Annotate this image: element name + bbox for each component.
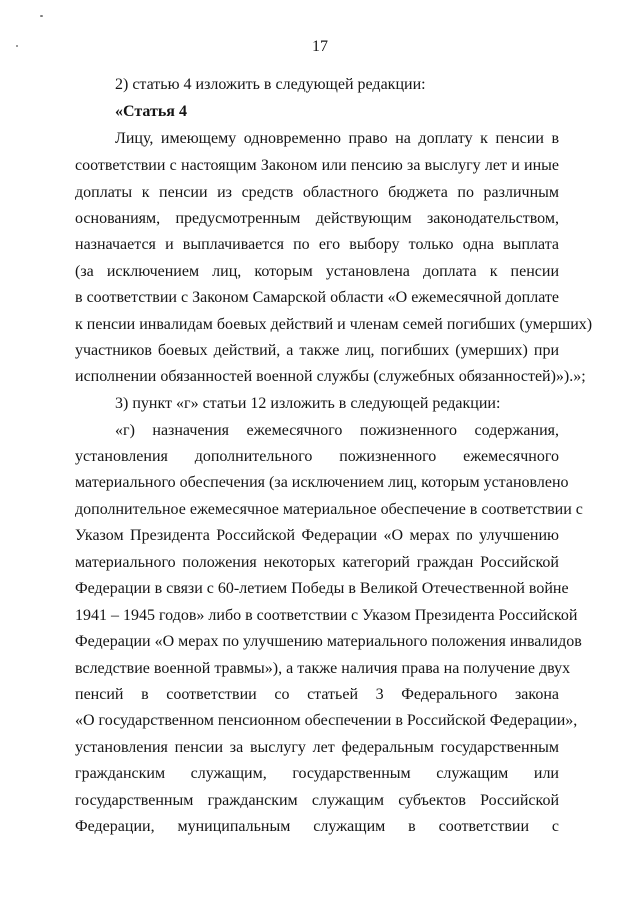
paragraph-line: исполнении обязанностей военной службы (служебных обязанностей)»).»; [75,368,586,385]
paragraph-line: назначается и выплачивается по его выбору только одна выплата [75,236,559,253]
paragraph-line: материального положения некоторых категорий граждан Российской [75,554,559,571]
paragraph-line: участников боевых действий, а также лиц, погибших (умерших) при [75,342,559,359]
paragraph-line: Указом Президента Российской Федерации «О мерах по улучшению [75,527,559,544]
article-heading: «Статья 4 [115,103,187,120]
paragraph-line: «г) назначения ежемесячного пожизненного содержания, [115,422,559,439]
paragraph-line: установления дополнительного пожизненного ежемесячного [75,448,559,465]
paragraph-line: материального обеспечения (за исключением лиц, которым установлено [75,474,569,491]
paragraph-line: пенсий в соответствии со статьей 3 Федерального закона [75,686,559,703]
paragraph-line: 3) пункт «г» статьи 12 изложить в следующей редакции: [115,395,501,412]
paragraph-line: к пенсии инвалидам боевых действий и членам семей погибших (умерших) [75,316,593,333]
paragraph-line: вследствие военной травмы»), а также наличия права на получение двух [75,660,571,677]
paragraph-line: основаниям, предусмотренным действующим законодательством, [75,210,559,227]
paragraph-line: Лицу, имеющему одновременно право на доплату к пенсии в [115,130,559,147]
paragraph-line: Федерации «О мерах по улучшению материального положения инвалидов [75,633,582,650]
paragraph-line: соответствии с настоящим Законом или пенсию за выслугу лет и иные [75,157,559,174]
paragraph-line: (за исключением лиц, которым установлена доплата к пенсии [75,263,559,280]
paragraph-line: гражданским служащим, государственным служащим или [75,765,559,782]
paragraph-line: Федерации, муниципальным служащим в соответствии с [75,818,559,835]
paragraph-line: в соответствии с Законом Самарской области «О ежемесячной доплате [75,289,559,306]
page-number: 17 [312,38,328,55]
paragraph-line: Федерации в связи с 60-летием Победы в Великой Отечественной войне [75,580,569,597]
paragraph-line: 2) статью 4 изложить в следующей редакции: [115,76,426,93]
paragraph-line: доплаты к пенсии из средств областного бюджета по различным [75,184,559,201]
paragraph-line: «О государственном пенсионном обеспечении в Российской Федерации», [75,712,578,729]
paragraph-line: государственным гражданским служащим субъектов Российской [75,792,559,809]
paragraph-line: 1941 – 1945 годов» либо в соответствии с Указом Президента Российской [75,607,578,624]
scan-speck [40,15,43,17]
paragraph-line: установления пенсии за выслугу лет федеральным государственным [75,739,559,756]
paragraph-line: дополнительное ежемесячное материальное обеспечение в соответствии с [75,501,583,518]
